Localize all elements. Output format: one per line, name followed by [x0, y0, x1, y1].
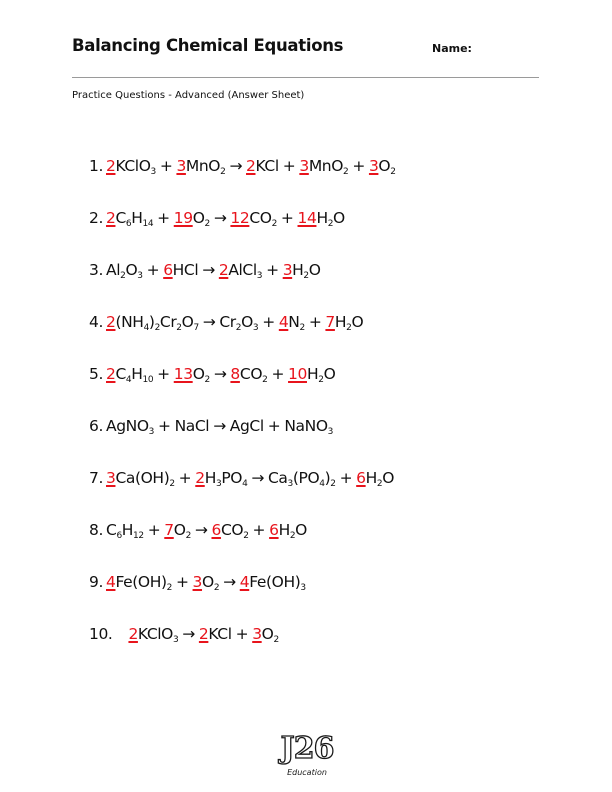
compound: $C_6H_{12}$ [106, 521, 144, 541]
coefficient: 19 [173, 209, 193, 227]
compound: $7O_2$ [164, 521, 191, 541]
coefficient: 2 [218, 261, 229, 279]
coefficient: 6 [163, 261, 173, 279]
coefficient: 6 [269, 521, 279, 539]
compound: NaNO$_3$ [284, 417, 333, 437]
plus-sign: + [262, 313, 275, 331]
equation-number: 2. [89, 209, 103, 227]
compound: $4Fe(OH)_3$ [239, 573, 306, 593]
compound: $2C_6H_{14}$ [106, 209, 154, 229]
equation-row [89, 365, 335, 383]
compound: $4N_2$ [278, 313, 305, 333]
coefficient: 3 [176, 157, 186, 175]
equation-row [89, 625, 279, 643]
equation-number: 7. [89, 469, 103, 487]
plus-sign: + [146, 261, 160, 279]
equation-row [89, 261, 321, 279]
coefficient: 8 [230, 365, 240, 383]
equation-number: 3. [89, 261, 103, 279]
compound: $2(NH_4)_2Cr_2O_7$ [106, 313, 199, 333]
plus-sign: + [157, 417, 171, 435]
reaction-arrow: → [202, 313, 216, 331]
equation-number: 1. [89, 157, 103, 175]
coefficient: 3 [282, 261, 293, 279]
coefficient: 6 [211, 521, 221, 539]
plus-sign: + [235, 625, 249, 643]
compound: $2H_3PO_4$ [195, 469, 248, 489]
equation-number: 9. [89, 573, 103, 591]
coefficient: 2 [128, 625, 138, 643]
plus-sign: + [267, 417, 281, 435]
page-title: Balancing Chemical Equations [72, 36, 344, 55]
coefficient: 3 [192, 573, 203, 591]
reaction-arrow: → [213, 417, 226, 435]
coefficient: 4 [239, 573, 250, 591]
compound: $4Fe(OH)_2$ [106, 573, 172, 593]
compound: 3MnO$_2$ [176, 157, 226, 177]
coefficient: 7 [325, 313, 335, 331]
equation-row [89, 521, 307, 539]
coefficient: 10 [288, 365, 307, 383]
compound: $Cr_2O_3$ [219, 313, 259, 333]
j26-education-logo [276, 728, 338, 780]
plus-sign: + [339, 469, 353, 487]
equation-number: 4. [89, 313, 103, 331]
plus-sign: + [157, 365, 170, 383]
plus-sign: + [147, 521, 161, 539]
compound: $8CO_2$ [230, 365, 268, 385]
compound: 2KCl [198, 625, 232, 643]
svg-text:J26: J26 [280, 731, 334, 766]
coefficient: 2 [198, 625, 209, 643]
equation-row [89, 573, 306, 591]
compound: NaCl [174, 417, 210, 435]
reaction-arrow: → [213, 365, 227, 383]
equation-number: 6. [89, 417, 103, 435]
coefficient: 6 [356, 469, 366, 487]
coefficient: 2 [195, 469, 205, 487]
coefficient: 3 [252, 625, 262, 643]
coefficient: 2 [106, 209, 116, 227]
equation-row [89, 417, 333, 435]
plus-sign: + [175, 573, 189, 591]
reaction-arrow: → [182, 625, 195, 643]
coefficient: 3 [368, 157, 379, 175]
plus-sign: + [159, 157, 173, 175]
equation-number: 8. [89, 521, 103, 539]
compound: $Al_2O_3$ [106, 261, 143, 281]
compound: $3H_2O$ [282, 261, 321, 281]
equation-number: 5. [89, 365, 103, 383]
coefficient: 2 [106, 157, 116, 175]
compound: $12CO_2$ [230, 209, 277, 229]
compound: $3O_2$ [368, 157, 396, 177]
compound: $7H_2O$ [325, 313, 364, 333]
coefficient: 7 [164, 521, 174, 539]
compound: 2KClO$_3$ [106, 157, 156, 177]
compound: 6HCl [163, 261, 199, 279]
coefficient: 4 [278, 313, 289, 331]
plus-sign: + [178, 469, 192, 487]
reaction-arrow: → [229, 157, 243, 175]
coefficient: 2 [246, 157, 256, 175]
reaction-arrow: → [213, 209, 227, 227]
equation-row [89, 469, 394, 487]
compound: $3O_2$ [192, 573, 220, 593]
plus-sign: + [282, 157, 296, 175]
compound: $Ca_3(PO_4)_2$ [268, 469, 336, 489]
compound: $2C_4H_{10}$ [106, 365, 154, 385]
reaction-arrow: → [251, 469, 264, 487]
plus-sign: + [157, 209, 170, 227]
equation-row [89, 313, 363, 331]
compound: $3O_2$ [252, 625, 279, 645]
plus-sign: + [252, 521, 266, 539]
equation-row [89, 157, 396, 175]
header-divider [72, 77, 539, 78]
coefficient: 14 [297, 209, 317, 227]
compound: $14H_2O$ [297, 209, 345, 229]
plus-sign: + [266, 261, 279, 279]
equation-row [89, 209, 345, 227]
plus-sign: + [280, 209, 294, 227]
compound: $19O_2$ [173, 209, 210, 229]
compound: $13O_2$ [173, 365, 210, 385]
coefficient: 4 [106, 573, 116, 591]
compound: 2KCl [246, 157, 279, 175]
svg-text:Education: Education [287, 768, 327, 777]
compound: $3Ca(OH)_2$ [106, 469, 175, 489]
compound: $6H_2O$ [356, 469, 395, 489]
compound: $10H_2O$ [288, 365, 336, 385]
coefficient: 13 [173, 365, 193, 383]
subtitle: Practice Questions - Advanced (Answer Sheet) [72, 90, 305, 101]
coefficient: 2 [106, 365, 116, 383]
compound: 2AlCl$_3$ [218, 261, 263, 281]
coefficient: 3 [299, 157, 309, 175]
plus-sign: + [271, 365, 285, 383]
plus-sign: + [308, 313, 322, 331]
compound: 3MnO$_2$ [299, 157, 349, 177]
plus-sign: + [352, 157, 365, 175]
reaction-arrow: → [202, 261, 215, 279]
coefficient: 2 [106, 313, 116, 331]
compound: $6H_2O$ [269, 521, 307, 541]
reaction-arrow: → [194, 521, 208, 539]
compound: AgCl [229, 417, 264, 435]
compound: 2KClO$_3$ [128, 625, 179, 645]
equation-number: 10. [89, 625, 113, 643]
compound: $6CO_2$ [211, 521, 249, 541]
coefficient: 12 [230, 209, 250, 227]
reaction-arrow: → [223, 573, 236, 591]
name-label: Name: [432, 42, 472, 55]
coefficient: 3 [106, 469, 116, 487]
compound: AgNO$_3$ [106, 417, 154, 437]
